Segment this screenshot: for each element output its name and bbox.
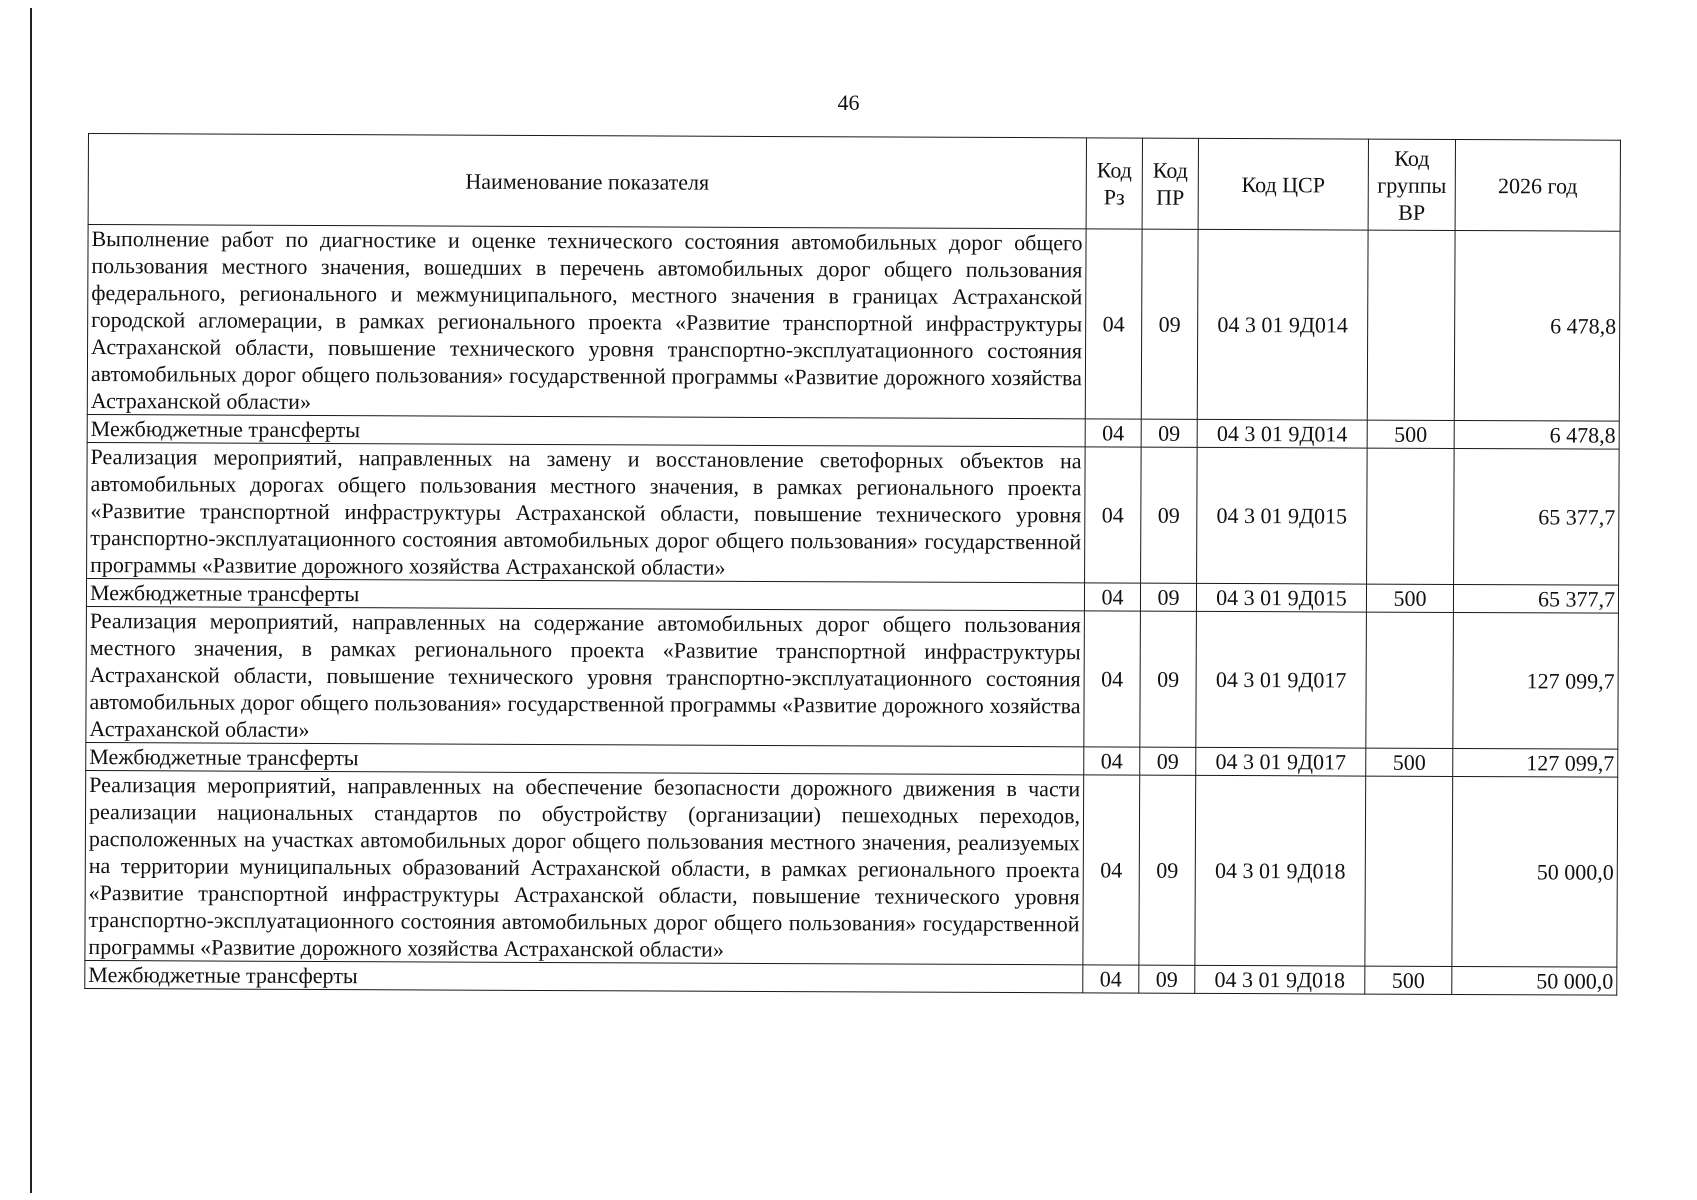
header-name: Наименование показателя [88,134,1086,229]
row-pr: 09 [1141,419,1197,447]
header-rz: Код Рз [1086,138,1142,229]
page-number: 46 [837,90,860,115]
row-pr: 09 [1140,747,1196,775]
row-rz: 04 [1085,419,1141,447]
table-row [87,442,1620,585]
table-row [85,960,1617,995]
row-vr: 500 [1366,584,1453,612]
row-rz: 04 [1085,229,1142,419]
row-sum: 65 377,7 [1453,584,1618,613]
row-vr: 500 [1365,966,1452,994]
row-sum: 6 478,8 [1454,420,1619,449]
row-name: Межбюджетные трансферты [86,578,1084,610]
row-csr: 04 3 01 9Д015 [1196,583,1366,612]
row-name: Реализация мероприятий, направленных на содержание автомобильных дорог общего пользования местного значения, в рамках регионального проекта «Развитие транспортной инфраструктуры Астраханской области, повышение технического уровня транспортно-эксплуатационного состояния автомобильных дорог общего пользования» государственной программы «Развитие дорожного хозяйства Астраханской области» [86,606,1085,746]
row-name: Межбюджетные трансферты [86,742,1084,774]
row-csr: 04 3 01 9Д017 [1196,747,1366,776]
row-vr: 500 [1366,748,1453,776]
row-pr: 09 [1140,611,1197,747]
row-name: Реализация мероприятий, направленных на замену и восстановление светофорных объектов на автомобильных дорогах общего пользования местного значения, в рамках регионального проекта «Развитие транспортной инфраструктуры Астраханской области, повышение технического уровня транспортно-эксплуатационного состояния автомобильных дорог общего пользования» государственной программы «Развитие дорожного хозяйства Астраханской области» [87,442,1086,582]
row-csr: 04 3 01 9Д015 [1197,447,1368,584]
header-year: 2026 год [1455,139,1620,231]
row-sum: 127 099,7 [1453,748,1618,777]
row-name: Межбюджетные трансферты [85,960,1083,992]
table-row [85,770,1618,967]
row-rz: 04 [1083,965,1139,993]
row-pr: 09 [1139,775,1196,965]
row-csr: 04 3 01 9Д014 [1197,229,1368,420]
table-row [87,225,1620,422]
row-name: Реализация мероприятий, направленных на обеспечение безопасности дорожного движения в части реализации национальных стандартов по обустройству (организации) пешеходных переходов, расположенных на участках автомобильных дорог общего пользования местного значения, реализуемых на территории муниципальных образований Астраханской области, в рамках регионального проекта «Развитие транспортной инфраструктуры Астраханской области, повышение технического уровня транспортно-эксплуатационного состояния автомобильных дорог общего пользования» государственной программы «Развитие дорожного хозяйства Астраханской области» [85,770,1084,964]
header-csr: Код ЦСР [1198,138,1368,230]
table-header-row [88,134,1620,232]
row-vr [1367,230,1455,420]
row-vr [1366,612,1454,748]
row-vr: 500 [1367,420,1454,448]
row-csr: 04 3 01 9Д018 [1195,965,1365,994]
row-name: Межбюджетные трансферты [87,414,1085,446]
row-sum: 65 377,7 [1454,448,1620,585]
row-pr: 09 [1141,447,1198,583]
budget-table [84,133,1621,996]
row-vr [1367,448,1455,584]
row-sum: 50 000,0 [1452,776,1618,967]
row-csr: 04 3 01 9Д014 [1197,419,1367,448]
header-pr: Код ПР [1142,138,1198,229]
row-sum: 127 099,7 [1453,612,1619,749]
row-rz: 04 [1085,447,1142,583]
table-row [86,606,1619,749]
header-vr: Код группы ВР [1368,139,1455,230]
row-csr: 04 3 01 9Д018 [1195,775,1366,966]
row-pr: 09 [1139,965,1195,993]
binding-margin-line [30,8,32,1193]
row-vr [1365,776,1453,966]
row-pr: 09 [1141,229,1198,419]
row-sum: 6 478,8 [1454,230,1620,421]
row-name: Выполнение работ по диагностике и оценке технического состояния автомобильных дорог общего пользования местного значения, вошедших в перечень автомобильных дорог общего пользования федерального, регионального и межмуниципального, местного значения в границах Астраханской городской агломерации, в рамках регионального проекта «Развитие транспортной инфраструктуры Астраханской области, повышение технического уровня транспортно-эксплуатационного состояния автомобильных дорог общего пользования» государственной программы «Развитие дорожного хозяйства Астраханской области» [87,225,1086,419]
row-csr: 04 3 01 9Д017 [1196,611,1367,748]
row-rz: 04 [1084,747,1140,775]
row-rz: 04 [1084,611,1141,747]
row-pr: 09 [1140,583,1196,611]
row-sum: 50 000,0 [1452,966,1617,995]
row-rz: 04 [1083,775,1140,965]
row-rz: 04 [1084,583,1140,611]
